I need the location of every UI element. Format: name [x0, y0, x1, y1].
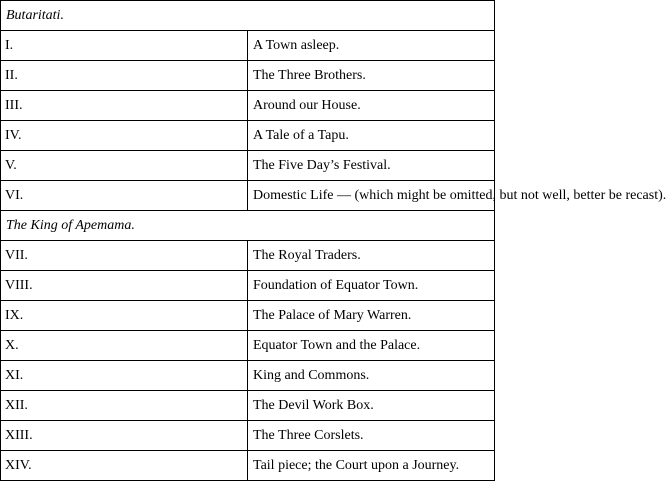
chapter-title: Foundation of Equator Town.	[248, 271, 495, 301]
chapter-row	[1, 121, 495, 151]
chapter-title: The Three Corslets.	[248, 421, 495, 451]
chapter-number: XIV.	[1, 451, 248, 481]
chapter-title: The Three Brothers.	[248, 61, 495, 91]
chapter-number: VII.	[1, 241, 248, 271]
chapter-number: II.	[1, 61, 248, 91]
chapter-number: V.	[1, 151, 248, 181]
chapter-title: Tail piece; the Court upon a Journey.	[248, 451, 495, 481]
chapter-number: VIII.	[1, 271, 248, 301]
chapter-row	[1, 271, 495, 301]
chapter-title: The Five Day’s Festival.	[248, 151, 495, 181]
chapter-number: VI.	[1, 181, 248, 211]
chapter-row	[1, 91, 495, 121]
chapter-row	[1, 241, 495, 271]
chapter-row	[1, 301, 495, 331]
chapter-title: The Devil Work Box.	[248, 391, 495, 421]
section-header-row	[1, 1, 495, 31]
chapter-row	[1, 361, 495, 391]
chapter-title: King and Commons.	[248, 361, 495, 391]
chapter-number: XI.	[1, 361, 248, 391]
chapter-row	[1, 181, 495, 211]
chapter-title: The Royal Traders.	[248, 241, 495, 271]
section-heading: Butaritati.	[1, 1, 495, 31]
chapter-row	[1, 31, 495, 61]
chapter-row	[1, 61, 495, 91]
chapter-title: Around our House.	[248, 91, 495, 121]
chapter-number: IV.	[1, 121, 248, 151]
section-header-row	[1, 211, 495, 241]
chapter-row	[1, 151, 495, 181]
chapter-number: XIII.	[1, 421, 248, 451]
chapter-title: Equator Town and the Palace.	[248, 331, 495, 361]
chapter-number: X.	[1, 331, 248, 361]
section-heading: The King of Apemama.	[1, 211, 495, 241]
chapter-number: IX.	[1, 301, 248, 331]
chapter-number: XII.	[1, 391, 248, 421]
chapter-title: Domestic Life — (which might be omitted, but not well, better be recast).	[248, 181, 495, 211]
chapter-title: The Palace of Mary Warren.	[248, 301, 495, 331]
chapter-title: A Town asleep.	[248, 31, 495, 61]
chapter-row	[1, 391, 495, 421]
chapter-row	[1, 331, 495, 361]
chapter-number: I.	[1, 31, 248, 61]
chapter-number: III.	[1, 91, 248, 121]
chapter-row	[1, 421, 495, 451]
chapter-row	[1, 451, 495, 481]
chapter-title: A Tale of a Tapu.	[248, 121, 495, 151]
